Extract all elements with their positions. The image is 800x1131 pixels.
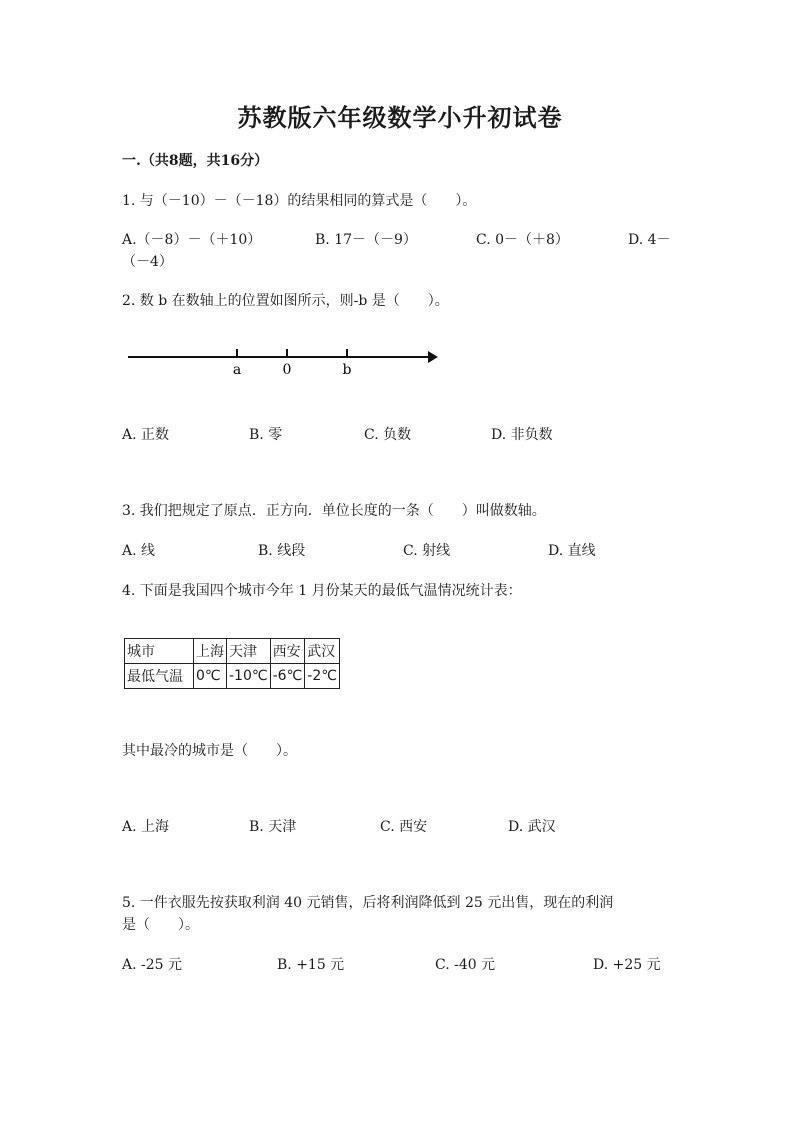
temperature-table <box>124 638 340 689</box>
question-3-option-a: A. 线 <box>122 543 156 559</box>
table-cell: 0℃ <box>194 664 227 689</box>
table-cell: 上海 <box>194 639 227 664</box>
label-b: b <box>342 362 352 378</box>
question-2-option-b: B. 零 <box>249 427 283 443</box>
question-2-option-d: D. 非负数 <box>491 427 553 443</box>
table-cell: -6℃ <box>270 664 305 689</box>
question-1-option-b: B. 17－（－9） <box>315 232 417 248</box>
question-3-option-b: B. 线段 <box>258 543 306 559</box>
question-5-stem-line-2: 是（ ）。 <box>122 917 199 933</box>
question-1-option-c: C. 0－（＋8） <box>476 232 569 248</box>
question-4-option-d: D. 武汉 <box>508 819 556 835</box>
table-cell: 西安 <box>270 639 305 664</box>
question-4-stem: 4. 下面是我国四个城市今年 1 月份某天的最低气温情况统计表： <box>122 583 522 599</box>
label-a: a <box>232 362 242 378</box>
question-4-option-a: A. 上海 <box>122 819 170 835</box>
number-line-diagram <box>120 340 450 380</box>
page-title: 苏教版六年级数学小升初试卷 <box>237 103 563 132</box>
question-3-option-d: D. 直线 <box>548 543 596 559</box>
question-3-option-c: C. 射线 <box>403 543 451 559</box>
question-3-stem: 3. 我们把规定了原点．正方向．单位长度的一条（ ）叫做数轴。 <box>122 503 546 519</box>
table-cell: -2℃ <box>305 664 340 689</box>
question-4-question: 其中最冷的城市是（ ）。 <box>122 743 297 759</box>
question-1-option-d-wrap: （－4） <box>122 254 173 270</box>
label-zero: 0 <box>282 362 292 378</box>
question-4-option-c: C. 西安 <box>380 819 428 835</box>
question-5-stem-line-1: 5. 一件衣服先按获取利润 40 元销售，后将利润降低到 25 元出售，现在的利润 <box>122 895 614 911</box>
table-cell: -10℃ <box>227 664 271 689</box>
question-1-option-a: A.（－8）－（＋10） <box>122 232 262 248</box>
table-row <box>125 664 340 689</box>
question-2-option-a: A. 正数 <box>122 427 170 443</box>
question-5-option-c: C. -40 元 <box>435 957 496 973</box>
question-5-option-b: B. +15 元 <box>277 957 345 973</box>
question-5-option-a: A. -25 元 <box>122 957 183 973</box>
table-cell: 武汉 <box>305 639 340 664</box>
table-cell: 城市 <box>125 639 194 664</box>
question-2-option-c: C. 负数 <box>364 427 412 443</box>
question-1-stem: 1. 与（－10）－（－18）的结果相同的算式是（ ）。 <box>122 193 477 209</box>
question-4-option-b: B. 天津 <box>249 819 297 835</box>
table-cell: 天津 <box>227 639 271 664</box>
table-header-row <box>125 639 340 664</box>
number-line-arrow <box>428 351 438 363</box>
question-2-stem: 2. 数 b 在数轴上的位置如图所示，则-b 是（ ）。 <box>122 293 449 309</box>
table-cell: 最低气温 <box>125 664 194 689</box>
section-heading: 一.（共8题，共16分） <box>122 153 269 169</box>
question-1-option-d: D. 4－ <box>628 232 671 248</box>
question-5-option-d: D. +25 元 <box>593 957 661 973</box>
